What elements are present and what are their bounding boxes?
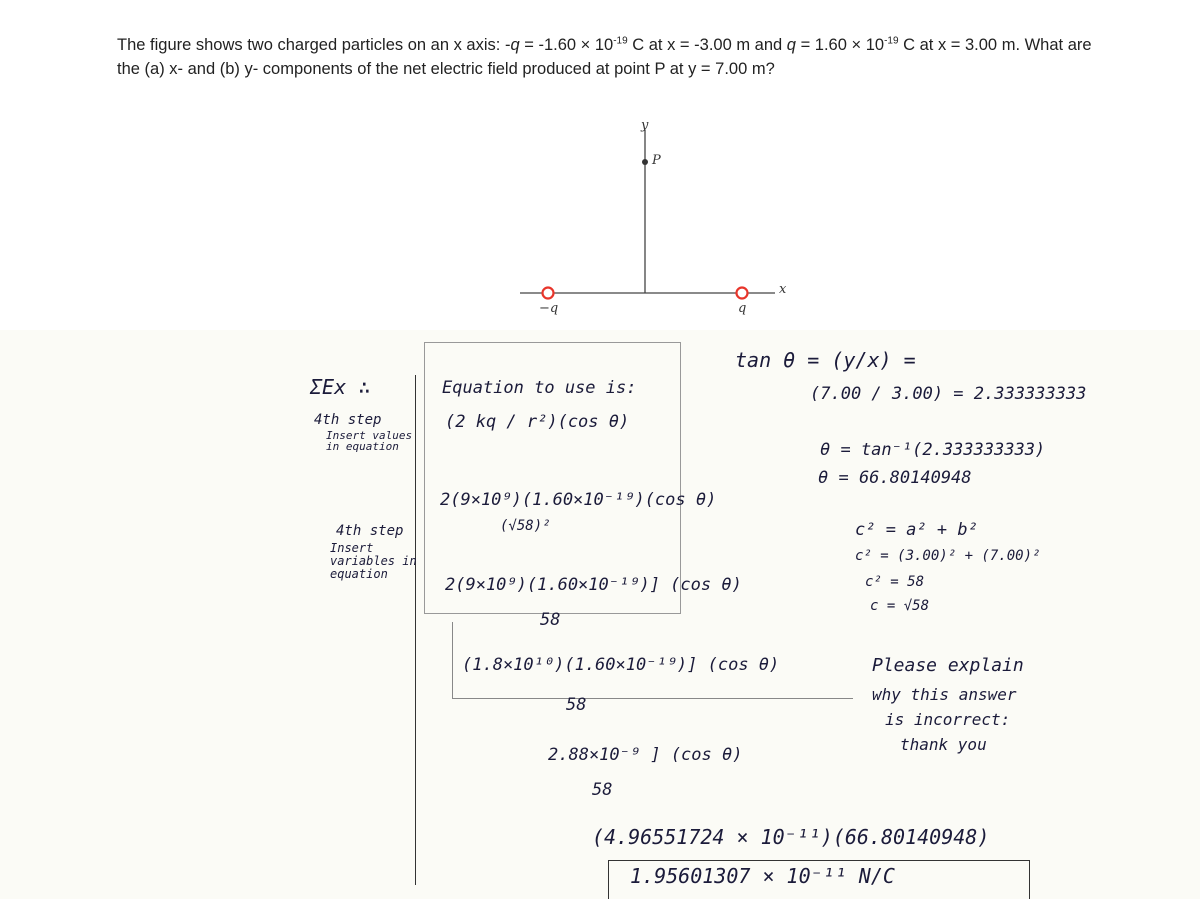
positive-charge xyxy=(737,288,748,299)
problem-statement xyxy=(117,33,1177,81)
y-axis-label: y xyxy=(641,118,649,133)
substitution-4-denominator: 58 xyxy=(592,780,613,800)
sum-ex: ΣEx ∴ xyxy=(310,375,371,399)
question-line-4: thank you xyxy=(900,735,987,754)
step-4-a: 4th step xyxy=(314,412,382,428)
equation-title: Equation to use is: xyxy=(442,378,637,398)
question-line-2: why this answer xyxy=(872,685,1017,704)
insert-values-note: Insert values in equation xyxy=(326,429,413,453)
problem-line-2: the (a) x- and (b) y- components of the net electric field produced at point P at y = 7.00 m? xyxy=(117,60,775,78)
step-4-b: 4th step xyxy=(336,523,404,539)
ratio: (7.00 / 3.00) = 2.333333333 xyxy=(810,384,1087,404)
pythagoras-1: c² = a² + b² xyxy=(855,520,978,540)
substitution-2: 2(9×10⁹)(1.60×10⁻¹⁹)] (cos θ) xyxy=(445,575,742,595)
pythagoras-3: c² = 58 xyxy=(865,574,925,590)
formula: (2 kq / r²)(cos θ) xyxy=(445,412,630,432)
substitution-4: 2.88×10⁻⁹ ] (cos θ) xyxy=(548,745,743,765)
handwritten-notes xyxy=(0,330,1200,899)
theta-expression: θ = tan⁻¹(2.333333333) xyxy=(820,440,1046,460)
neg-charge-label: −q xyxy=(539,301,559,316)
pythagoras-2: c² = (3.00)² + (7.00)² xyxy=(855,548,1041,564)
x-axis-label: x xyxy=(779,282,787,297)
theta-value: θ = 66.80140948 xyxy=(818,468,972,488)
tan-line: tan θ = (y/x) = xyxy=(735,348,916,372)
pos-charge-label: q xyxy=(738,301,747,316)
substitution-2-denominator: 58 xyxy=(540,610,561,630)
pythagoras-4: c = √58 xyxy=(870,598,930,614)
point-p-label: P xyxy=(652,153,661,168)
question-line-1: Please explain xyxy=(872,655,1024,676)
point-p xyxy=(642,159,648,165)
insert-variables-note: Insert variables in equation xyxy=(330,541,417,581)
problem-line-1: The figure shows two charged particles on an x axis: $-q = -1.60 \times 10^{-19}$ C at x = -3.00 m and $q = 1.60 \times 10^{-19}$ C at x = 3.00 m. What are xyxy=(117,35,1092,54)
charge-figure xyxy=(480,110,840,330)
substitution-3-denominator: 58 xyxy=(566,695,587,715)
substitution-1-denominator: (√58)² xyxy=(500,518,551,534)
final-product: (4.96551724 × 10⁻¹¹)(66.80140948) xyxy=(592,825,990,849)
final-answer: 1.95601307 × 10⁻¹¹ N/C xyxy=(630,864,895,888)
substitution-3: (1.8×10¹⁰)(1.60×10⁻¹⁹)] (cos θ) xyxy=(462,655,780,675)
negative-charge xyxy=(543,288,554,299)
question-line-3: is incorrect: xyxy=(885,710,1011,729)
substitution-1: 2(9×10⁹)(1.60×10⁻¹⁹)(cos θ) xyxy=(440,490,717,510)
